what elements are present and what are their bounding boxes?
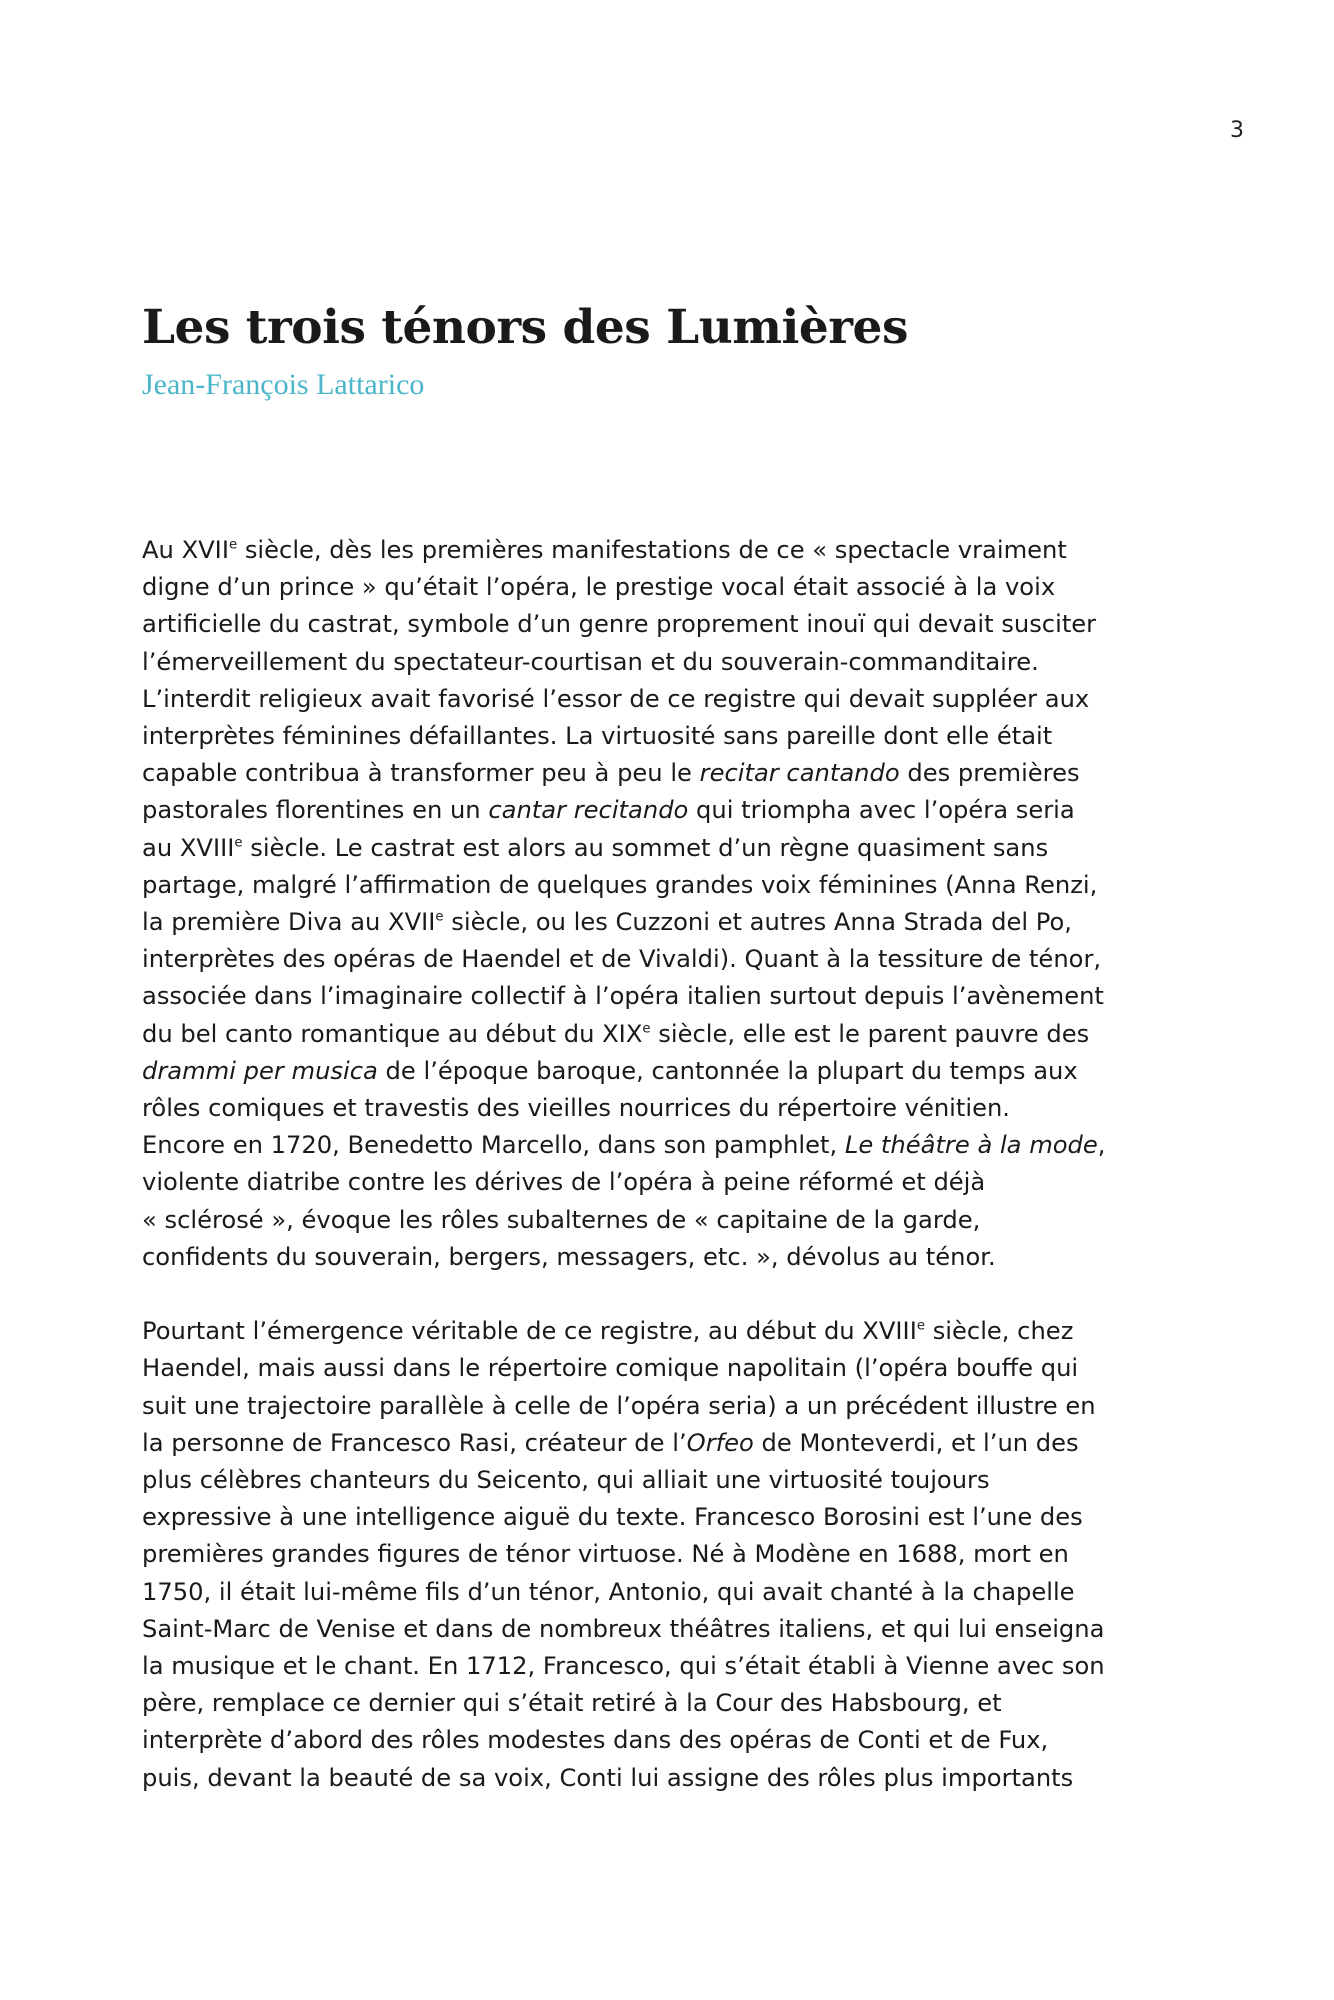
text-line: puis, devant la beauté de sa voix, Conti lui assigne des rôles plus importants xyxy=(142,1763,1074,1792)
text-line: Au XVIIe siècle, dès les premières manifestations de ce « spectacle vraiment xyxy=(142,536,1067,564)
superscript: e xyxy=(234,835,243,851)
italic-term: Le théâtre à la mode xyxy=(844,1131,1098,1160)
text-line: pastorales florentines en un cantar recitando qui triompha avec l’opéra seria xyxy=(142,796,1075,825)
italic-term: cantar recitando xyxy=(488,796,689,825)
superscript: e xyxy=(435,909,444,925)
text-line: interprète d’abord des rôles modestes dans des opéras de Conti et de Fux, xyxy=(142,1726,1049,1755)
text-line: violente diatribe contre les dérives de l’opéra à peine réformé et déjà xyxy=(142,1168,986,1197)
text-line: drammi per musica de l’époque baroque, cantonnée la plupart du temps aux xyxy=(142,1056,1078,1085)
text-line: artificielle du castrat, symbole d’un genre proprement inouï qui devait susciter xyxy=(142,610,1097,639)
paragraph-gap xyxy=(142,1276,1202,1313)
chapter-title: Les trois ténors des Lumières xyxy=(142,300,908,355)
text-line: la musique et le chant. En 1712, Francesco, qui s’était établi à Vienne avec son xyxy=(142,1652,1105,1681)
chapter-author: Jean-François Lattarico xyxy=(142,368,425,401)
text-line: Haendel, mais aussi dans le répertoire comique napolitain (l’opéra bouffe qui xyxy=(142,1354,1079,1383)
paragraph xyxy=(142,1313,1202,1797)
text-line: plus célèbres chanteurs du Seicento, qui alliait une virtuosité toujours xyxy=(142,1466,990,1495)
text-line: Pourtant l’émergence véritable de ce registre, au début du XVIIIe siècle, chez xyxy=(142,1317,1074,1346)
text-line: « sclérosé », évoque les rôles subalternes de « capitaine de la garde, xyxy=(142,1205,981,1234)
text-line: partage, malgré l’affirmation de quelques grandes voix féminines (Anna Renzi, xyxy=(142,870,1098,899)
text-line: premières grandes figures de ténor virtuose. Né à Modène en 1688, mort en xyxy=(142,1540,1069,1569)
italic-term: Orfeo xyxy=(686,1428,754,1457)
text-line: rôles comiques et travestis des vieilles nourrices du répertoire vénitien. xyxy=(142,1094,1010,1123)
text-line: du bel canto romantique au début du XIXe siècle, elle est le parent pauvre des xyxy=(142,1019,1090,1048)
text-line: la personne de Francesco Rasi, créateur de l’Orfeo de Monteverdi, et l’un des xyxy=(142,1428,1079,1457)
page-number: 3 xyxy=(1230,118,1244,143)
paragraph xyxy=(142,532,1202,1276)
text-line: père, remplace ce dernier qui s’était retiré à la Cour des Habsbourg, et xyxy=(142,1689,1002,1718)
body-text xyxy=(142,532,1202,1797)
text-line: confidents du souverain, bergers, messagers, etc. », dévolus au ténor. xyxy=(142,1242,996,1271)
text-line: digne d’un prince » qu’était l’opéra, le prestige vocal était associé à la voix xyxy=(142,573,1056,602)
superscript: e xyxy=(916,1318,926,1334)
text-line: au XVIIIe siècle. Le castrat est alors au sommet d’un règne quasiment sans xyxy=(142,833,1049,862)
text-line: expressive à une intelligence aiguë du texte. Francesco Borosini est l’une des xyxy=(142,1503,1083,1532)
text-line: la première Diva au XVIIe siècle, ou les Cuzzoni et autres Anna Strada del Po, xyxy=(142,908,1072,937)
text-line: associée dans l’imaginaire collectif à l’opéra italien surtout depuis l’avènement xyxy=(142,982,1104,1011)
superscript: e xyxy=(642,1021,651,1037)
text-line: 1750, il était lui-même fils d’un ténor, Antonio, qui avait chanté à la chapelle xyxy=(142,1577,1075,1606)
superscript: e xyxy=(228,537,238,553)
italic-term: recitar cantando xyxy=(699,759,900,788)
text-line: L’interdit religieux avait favorisé l’essor de ce registre qui devait suppléer aux xyxy=(142,684,1090,713)
text-line: l’émerveillement du spectateur-courtisan et du souverain-commanditaire. xyxy=(142,647,1039,676)
italic-term: drammi per musica xyxy=(142,1056,378,1085)
text-line: suit une trajectoire parallèle à celle de l’opéra seria) a un précédent illustre en xyxy=(142,1391,1096,1420)
text-line: Encore en 1720, Benedetto Marcello, dans son pamphlet, Le théâtre à la mode, xyxy=(142,1131,1106,1160)
text-line: capable contribua à transformer peu à peu le recitar cantando des premières xyxy=(142,759,1080,788)
text-line: interprètes féminines défaillantes. La virtuosité sans pareille dont elle était xyxy=(142,722,1053,751)
text-line: Saint-Marc de Venise et dans de nombreux théâtres italiens, et qui lui enseigna xyxy=(142,1614,1105,1643)
text-line: interprètes des opéras de Haendel et de Vivaldi). Quant à la tessiture de ténor, xyxy=(142,945,1102,974)
